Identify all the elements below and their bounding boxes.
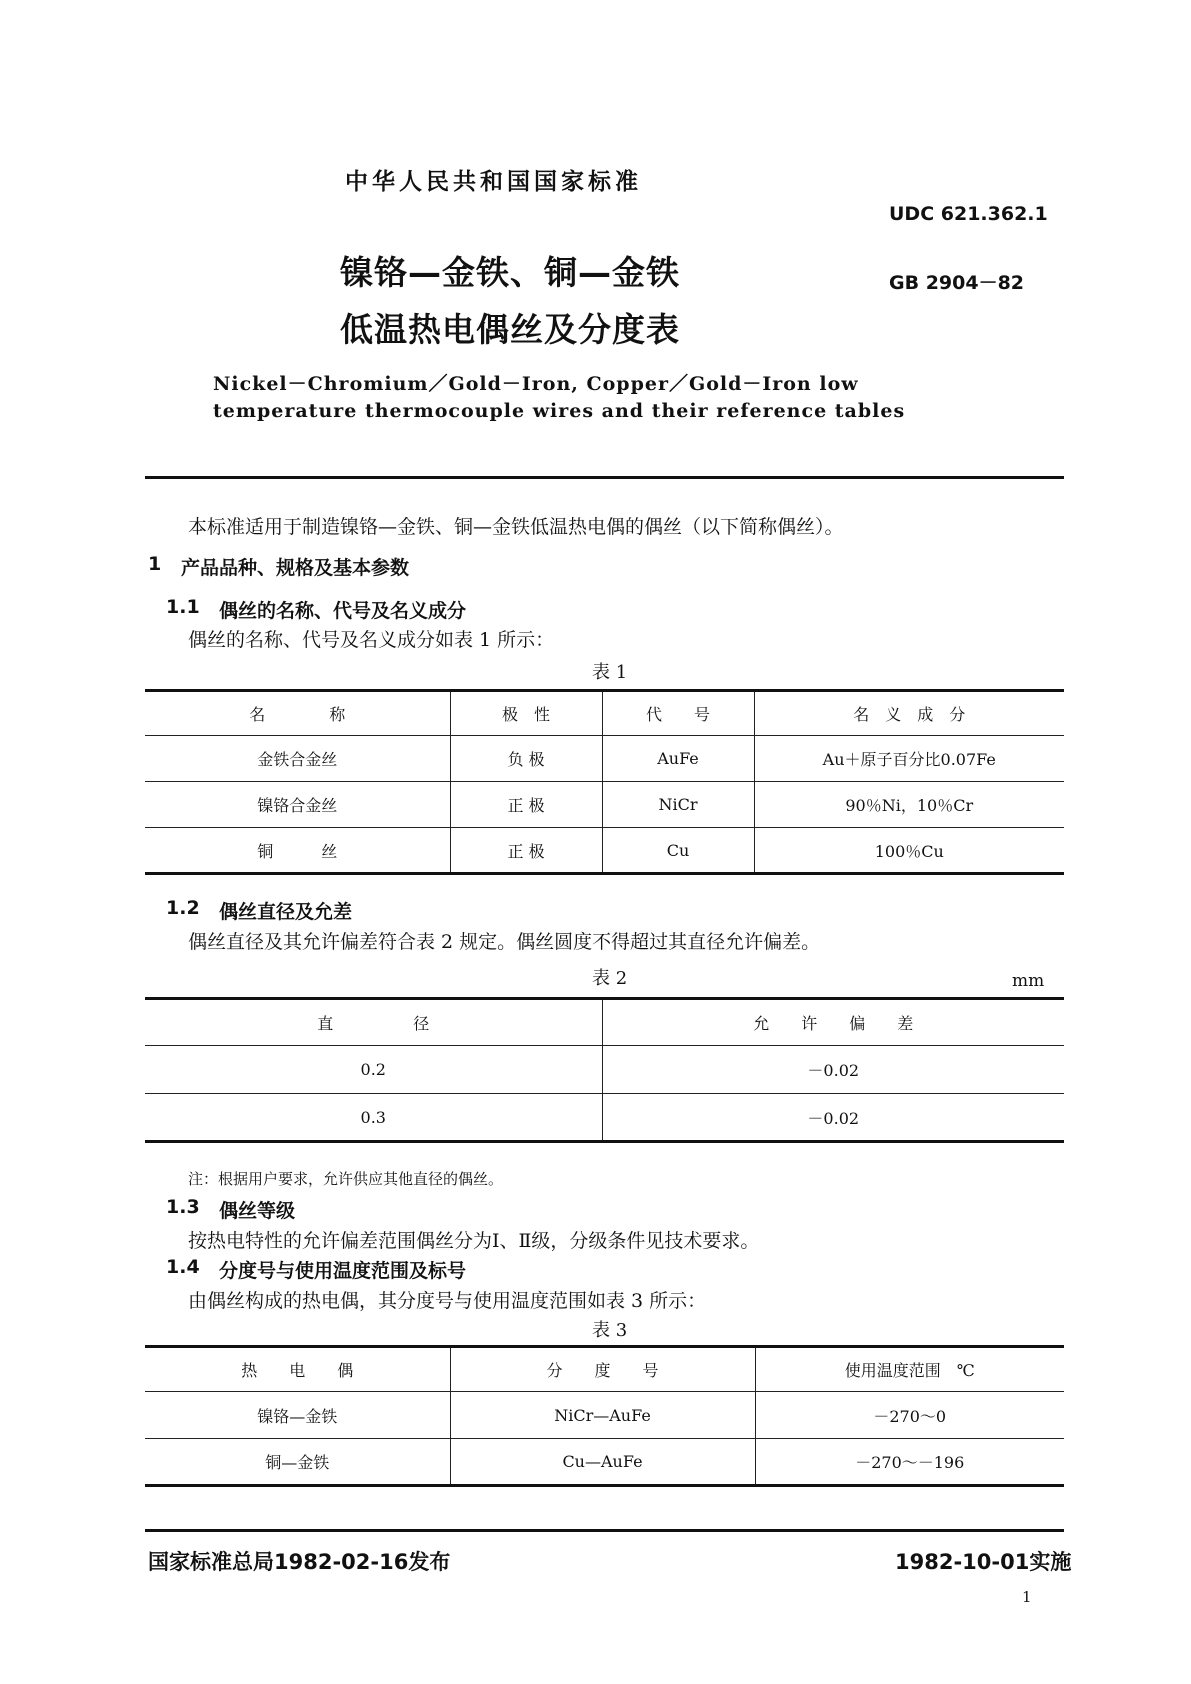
table-3-header-row	[145, 1347, 1064, 1392]
section-1-4-title: 分度号与使用温度范围及标号	[219, 1260, 467, 1282]
table-cell: 镍铬—金铁	[145, 1392, 450, 1439]
table-cell: 0.2	[145, 1046, 602, 1094]
table-1	[145, 689, 1064, 875]
table-row	[145, 828, 1064, 874]
country-standard: 中华人民共和国国家标准	[345, 169, 642, 195]
section-1-2-number: 1.2	[166, 897, 200, 919]
table-cell: －0.02	[602, 1094, 1064, 1142]
table-2-header-tolerance: 允 许 偏 差	[602, 999, 1064, 1046]
table-cell: －270～0	[755, 1392, 1064, 1439]
table-1-header-polarity: 极 性	[450, 691, 602, 736]
table-2-note: 注：根据用户要求，允许供应其他直径的偶丝。	[188, 1170, 504, 1188]
title-line-2: 低温热电偶丝及分度表	[340, 310, 680, 349]
table-2-header-row	[145, 999, 1064, 1046]
english-title-line-2: temperature thermocouple wires and their reference tables	[213, 400, 906, 422]
section-1-2-text: 偶丝直径及其允许偏差符合表 2 规定。偶丝圆度不得超过其直径允许偏差。	[188, 931, 821, 953]
table-row	[145, 1439, 1064, 1486]
footer-rule	[145, 1529, 1064, 1532]
table-cell: Cu—AuFe	[450, 1439, 755, 1486]
table-cell: 正 极	[450, 782, 602, 828]
table-cell: 100％Cu	[754, 828, 1064, 874]
table-cell: 镍铬合金丝	[145, 782, 450, 828]
table-row	[145, 782, 1064, 828]
table-cell: 金铁合金丝	[145, 736, 450, 782]
table-row	[145, 1392, 1064, 1439]
intro-paragraph: 本标准适用于制造镍铬—金铁、铜—金铁低温热电偶的偶丝（以下简称偶丝）。	[188, 516, 844, 538]
table-1-caption: 表 1	[592, 662, 628, 683]
table-cell: AuFe	[602, 736, 754, 782]
header-rule	[145, 476, 1064, 479]
table-2-header-diameter: 直 径	[317, 1014, 430, 1033]
table-cell: Au＋原子百分比0.07Fe	[754, 736, 1064, 782]
section-1-1-text: 偶丝的名称、代号及名义成分如表 1 所示：	[188, 629, 555, 651]
table-1-header-code: 代 号	[602, 691, 754, 736]
table-2-caption: 表 2	[592, 968, 628, 989]
table-3-caption: 表 3	[592, 1320, 628, 1341]
table-cell: 负 极	[450, 736, 602, 782]
table-cell: NiCr—AuFe	[450, 1392, 755, 1439]
table-cell: 0.3	[145, 1094, 602, 1142]
table-3	[145, 1345, 1064, 1487]
table-1-header-composition: 名 义 成 分	[754, 691, 1064, 736]
table-cell: NiCr	[602, 782, 754, 828]
section-1-3-title: 偶丝等级	[219, 1200, 296, 1222]
section-1-3-text: 按热电特性的允许偏差范围偶丝分为Ⅰ、Ⅱ级，分级条件见技术要求。	[188, 1230, 760, 1252]
gb-number: GB 2904－82	[889, 272, 1025, 294]
table-2-unit: mm	[1012, 971, 1045, 991]
issue-date: 国家标准总局1982-02-16发布	[148, 1550, 451, 1574]
table-cell: －0.02	[602, 1046, 1064, 1094]
table-2	[145, 997, 1064, 1143]
page-number: 1	[1022, 1588, 1032, 1606]
table-row	[145, 736, 1064, 782]
table-cell: 正 极	[450, 828, 602, 874]
table-cell: 90％Ni，10％Cr	[754, 782, 1064, 828]
table-1-header-row	[145, 691, 1064, 736]
table-row	[145, 1094, 1064, 1142]
section-1-1-title: 偶丝的名称、代号及名义成分	[219, 600, 467, 622]
title-line-1: 镍铬—金铁、铜—金铁	[340, 253, 680, 292]
table-cell: Cu	[602, 828, 754, 874]
effective-date: 1982-10-01实施	[895, 1550, 1072, 1574]
table-3-header-temperature-range: 使用温度范围 ℃	[755, 1347, 1064, 1392]
table-cell: －270～－196	[755, 1439, 1064, 1486]
section-1-2-title: 偶丝直径及允差	[219, 901, 353, 923]
udc-code: UDC 621.362.1	[889, 203, 1048, 225]
section-1-4-text: 由偶丝构成的热电偶，其分度号与使用温度范围如表 3 所示：	[188, 1290, 707, 1312]
section-1-4-number: 1.4	[166, 1256, 200, 1278]
table-3-header-thermocouple: 热 电 偶	[241, 1361, 354, 1380]
section-1-number: 1	[148, 553, 162, 575]
table-cell: 铜 丝	[145, 828, 450, 874]
table-1-header-name: 名 称	[249, 705, 346, 724]
table-cell: 铜—金铁	[145, 1439, 450, 1486]
table-3-header-graduation: 分 度 号	[450, 1347, 755, 1392]
section-1-3-number: 1.3	[166, 1196, 200, 1218]
section-1-1-number: 1.1	[166, 596, 200, 618]
english-title-line-1: Nickel－Chromium／Gold－Iron, Copper／Gold－Iron low	[213, 373, 859, 395]
table-row	[145, 1046, 1064, 1094]
section-1-title: 产品品种、规格及基本参数	[181, 557, 410, 579]
